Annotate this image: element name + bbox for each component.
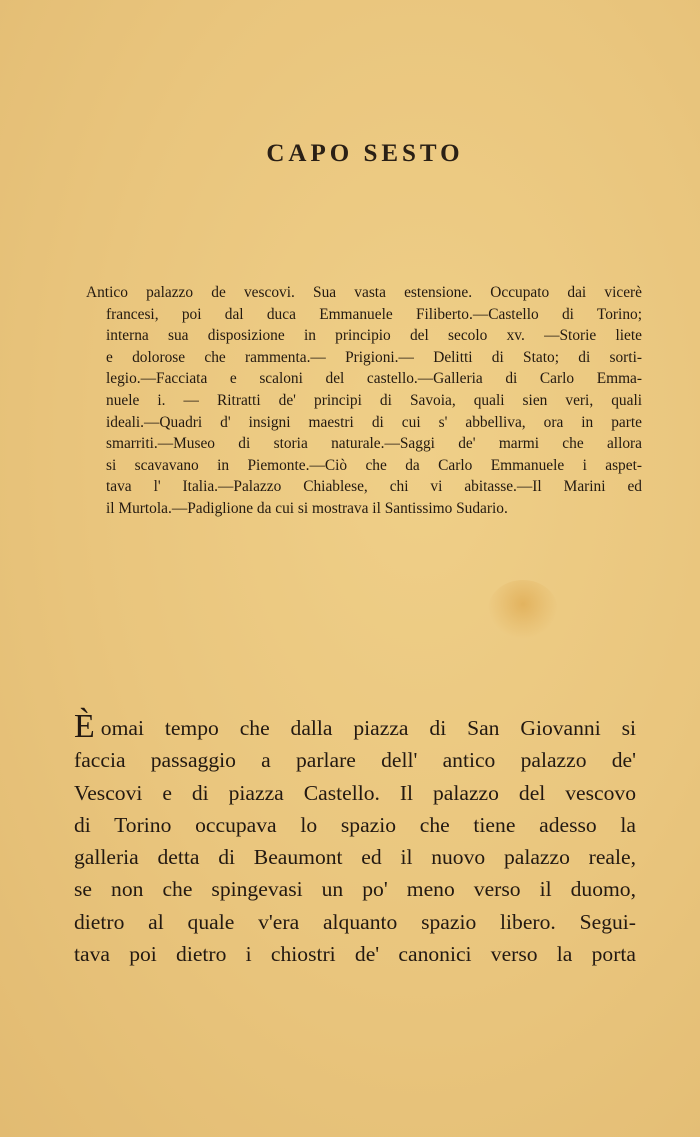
body-line: galleria detta di Beaumont ed il nuovo palazzo reale, (74, 845, 636, 870)
chapter-title: CAPO SESTO (266, 140, 464, 167)
chapter-summary (86, 282, 642, 520)
summary-line: e dolorose che rammenta.— Prigioni.— Delitti di Stato; di sorti- (106, 348, 642, 366)
summary-line: smarriti.—Museo di storia naturale.—Saggi de' marmi che allora (106, 435, 642, 453)
body-line: tava poi dietro i chiostri de' canonici verso la porta (74, 942, 636, 967)
summary-line: interna sua disposizione in principio del secolo xv. —Storie liete (106, 327, 642, 345)
drop-cap: È (74, 708, 95, 745)
body-line (74, 708, 636, 745)
summary-line: il Murtola.—Padiglione da cui si mostrava il Santissimo Sudario. (106, 499, 508, 517)
summary-line: nuele i. — Ritratti de' principi di Savoia, quali sien veri, quali (106, 391, 642, 409)
body-line: di Torino occupava lo spazio che tiene adesso la (74, 812, 636, 837)
summary-line: francesi, poi dal duca Emmanuele Filiberto.—Castello di Torino; (106, 305, 642, 323)
body-line-text: omai tempo che dalla piazza di San Giovanni si (100, 716, 636, 740)
summary-line: ideali.—Quadri d' insigni maestri di cui s' abbelliva, ora in parte (106, 413, 642, 431)
paper-stain (488, 580, 558, 640)
body-line: dietro al quale v'era alquanto spazio libero. Segui- (74, 909, 636, 934)
body-line: faccia passaggio a parlare dell' antico palazzo de' (74, 748, 636, 773)
summary-line: Antico palazzo de vescovi. Sua vasta estensione. Occupato dai vicerè (86, 284, 642, 301)
summary-line: legio.—Facciata e scaloni del castello.—Galleria di Carlo Emma- (106, 370, 642, 388)
summary-line: si scavavano in Piemonte.—Ciò che da Carlo Emmanuele i aspet- (106, 456, 642, 474)
body-line: se non che spingevasi un po' meno verso il duomo, (74, 877, 636, 902)
body-line: Vescovi e di piazza Castello. Il palazzo del vescovo (74, 780, 636, 805)
body-text (74, 708, 636, 970)
summary-line: tava l' Italia.—Palazzo Chiablese, chi vi abitasse.—Il Marini ed (106, 478, 642, 496)
